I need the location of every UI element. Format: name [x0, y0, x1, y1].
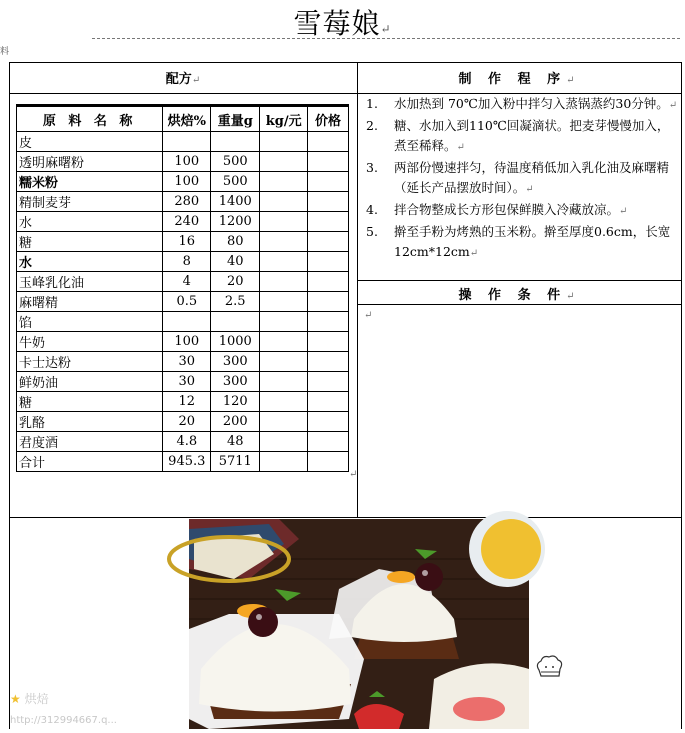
weight-g: 120 — [211, 392, 260, 412]
weight-g: 300 — [211, 352, 260, 372]
table-end-mark: ↵ — [349, 469, 358, 480]
recipe-row — [17, 152, 349, 172]
price-per-kg — [260, 352, 308, 372]
recipe-row — [17, 292, 349, 312]
price-per-kg — [260, 232, 308, 252]
ingredient-name: 鲜奶油 — [17, 372, 163, 392]
ingredient-name: 皮 — [17, 132, 163, 152]
weight-g: 20 — [211, 272, 260, 292]
price-per-kg — [260, 192, 308, 212]
price-per-kg — [260, 272, 308, 292]
recipe-row — [17, 212, 349, 232]
recipe-row — [17, 352, 349, 372]
recipe-row — [17, 452, 349, 472]
price — [308, 192, 349, 212]
ingredient-name: 牛奶 — [17, 332, 163, 352]
weight-g: 500 — [211, 152, 260, 172]
ingredient-name: 糯米粉 — [17, 172, 163, 192]
baker-pct: 12 — [163, 392, 211, 412]
price — [308, 272, 349, 292]
dessert-illustration — [189, 519, 529, 729]
baker-pct — [163, 132, 211, 152]
weight-g: 80 — [211, 232, 260, 252]
col-baker-pct: 烘焙% — [163, 106, 211, 132]
weight-g: 2.5 — [211, 292, 260, 312]
ingredient-name: 麻曙精 — [17, 292, 163, 312]
price — [308, 452, 349, 472]
recipe-row — [17, 172, 349, 192]
procedure-header: 制 作 程 序↵ — [458, 72, 581, 87]
ingredient-name: 水 — [17, 252, 163, 272]
page-title: 雪莓娘↵ — [293, 7, 392, 40]
weight-g — [211, 312, 260, 332]
baker-pct: 0.5 — [163, 292, 211, 312]
side-label: 料 — [0, 47, 10, 57]
price — [308, 432, 349, 452]
conditions-empty-mark: ↵ — [364, 310, 373, 321]
watermark-url: http://312994667.q... — [10, 715, 117, 726]
price — [308, 372, 349, 392]
conditions-bottom-divider — [357, 304, 682, 305]
baker-pct: 240 — [163, 212, 211, 232]
price — [308, 132, 349, 152]
col-price-per-kg: kg/元 — [260, 106, 308, 132]
recipe-row — [17, 272, 349, 292]
conditions-top-divider — [357, 280, 682, 281]
ingredient-name: 合计 — [17, 452, 163, 472]
baker-pct — [163, 312, 211, 332]
price-per-kg — [260, 312, 308, 332]
step-item: 1. 水加热到 70℃加入粉中拌匀入蒸锅蒸约30分钟。↵ — [366, 96, 678, 111]
ingredient-name: 君度酒 — [17, 432, 163, 452]
price-per-kg — [260, 212, 308, 232]
ingredient-name: 乳酪 — [17, 412, 163, 432]
ingredient-name: 透明麻曙粉 — [17, 152, 163, 172]
baker-pct: 8 — [163, 252, 211, 272]
price — [308, 332, 349, 352]
watermark-label: 烘焙 — [24, 692, 49, 706]
price-per-kg — [260, 292, 308, 312]
title-divider — [92, 38, 680, 39]
weight-g — [211, 132, 260, 152]
weight-g: 1000 — [211, 332, 260, 352]
col-price: 价格 — [308, 106, 349, 132]
watermark — [10, 690, 117, 726]
baker-pct: 100 — [163, 332, 211, 352]
recipe-header: 配方↵ — [165, 72, 201, 87]
baker-pct: 30 — [163, 352, 211, 372]
baker-pct: 100 — [163, 172, 211, 192]
recipe-row — [17, 232, 349, 252]
procedure-steps — [364, 94, 678, 264]
baker-pct: 16 — [163, 232, 211, 252]
step-item: 5. 擀至手粉为烤熟的玉米粉。擀至厚度0.6cm，长宽12cm*12cm↵ — [366, 224, 671, 259]
recipe-row — [17, 412, 349, 432]
price — [308, 392, 349, 412]
price-per-kg — [260, 372, 308, 392]
price-per-kg — [260, 172, 308, 192]
baker-pct: 280 — [163, 192, 211, 212]
price — [308, 252, 349, 272]
step-item: 2. 糖、水加入到110℃回凝滴状。把麦芽慢慢加入，煮至稀释。↵ — [366, 118, 670, 153]
price — [308, 352, 349, 372]
baker-pct: 4.8 — [163, 432, 211, 452]
weight-g: 300 — [211, 372, 260, 392]
recipe-header-row — [17, 106, 349, 132]
baker-pct: 4 — [163, 272, 211, 292]
price — [308, 212, 349, 232]
price — [308, 312, 349, 332]
baker-pct: 945.3 — [163, 452, 211, 472]
recipe-row — [17, 132, 349, 152]
recipe-row — [17, 312, 349, 332]
weight-g: 40 — [211, 252, 260, 272]
baker-pct: 20 — [163, 412, 211, 432]
ingredient-name: 水 — [17, 212, 163, 232]
ingredient-name: 精制麦芽 — [17, 192, 163, 212]
price — [308, 412, 349, 432]
weight-g: 1400 — [211, 192, 260, 212]
dessert-photo — [189, 519, 529, 729]
weight-g: 500 — [211, 172, 260, 192]
baker-pct: 30 — [163, 372, 211, 392]
baker-pct: 100 — [163, 152, 211, 172]
weight-g: 48 — [211, 432, 260, 452]
recipe-row — [17, 252, 349, 272]
recipe-table — [16, 104, 349, 472]
price-per-kg — [260, 252, 308, 272]
recipe-row — [17, 392, 349, 412]
col-weight: 重量g — [211, 106, 260, 132]
price-per-kg — [260, 412, 308, 432]
recipe-row — [17, 332, 349, 352]
weight-g: 5711 — [211, 452, 260, 472]
ingredient-name: 糖 — [17, 392, 163, 412]
step-item: 3. 两部份慢速拌匀，待温度稍低加入乳化油及麻曙精（延长产品摆放时间）。↵ — [366, 160, 670, 195]
price — [308, 292, 349, 312]
step-item: 4. 拌合物整成长方形包保鲜膜入冷藏放凉。↵ — [366, 202, 628, 217]
price-per-kg — [260, 152, 308, 172]
chef-hat-icon — [533, 652, 565, 684]
col-ingredient: 原 料 名 称 — [17, 106, 163, 132]
conditions-header: 操 作 条 件↵ — [458, 288, 581, 303]
weight-g: 200 — [211, 412, 260, 432]
price-per-kg — [260, 452, 308, 472]
watermark-star-icon: ★ — [10, 692, 21, 706]
price-per-kg — [260, 132, 308, 152]
price — [308, 172, 349, 192]
ingredient-name: 糖 — [17, 232, 163, 252]
weight-g: 1200 — [211, 212, 260, 232]
price — [308, 232, 349, 252]
recipe-row — [17, 192, 349, 212]
photo-divider — [9, 517, 682, 518]
price-per-kg — [260, 392, 308, 412]
price-per-kg — [260, 332, 308, 352]
price-per-kg — [260, 432, 308, 452]
ingredient-name: 馅 — [17, 312, 163, 332]
recipe-row — [17, 432, 349, 452]
ingredient-name: 卡士达粉 — [17, 352, 163, 372]
recipe-row — [17, 372, 349, 392]
price — [308, 152, 349, 172]
ingredient-name: 玉峰乳化油 — [17, 272, 163, 292]
